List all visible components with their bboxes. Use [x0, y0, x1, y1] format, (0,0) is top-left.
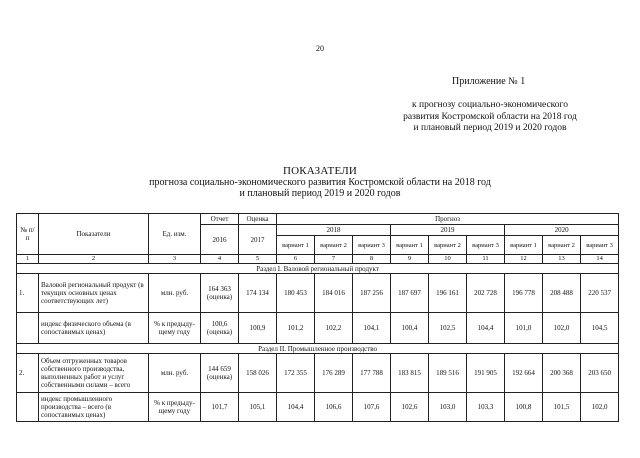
section-row	[17, 264, 619, 274]
value-cell: 191 905	[467, 354, 505, 393]
variant-cell: вариант 2	[543, 236, 581, 255]
value-cell: 101,2	[277, 313, 315, 344]
value-cell: 102,2	[315, 313, 353, 344]
header-report: Отчет	[201, 214, 239, 225]
value-cell: 177 788	[353, 354, 391, 393]
value-cell: 187 256	[353, 274, 391, 313]
value-cell: 104,1	[353, 313, 391, 344]
value-cell: 192 664	[505, 354, 543, 393]
estimate-cell: 105,1	[239, 393, 277, 422]
report-cell: 164 363 (оценка)	[201, 274, 239, 313]
indicator-name: Объем отгруженных товаров собственного производства, выполненных работ и услуг собственными силами – всего	[39, 354, 149, 393]
value-cell: 100,4	[391, 313, 429, 344]
col-number: 1	[17, 255, 39, 264]
unit-cell: млн. руб.	[149, 274, 201, 313]
value-cell: 104,5	[581, 313, 619, 344]
header-year-2019: 2019	[391, 225, 505, 236]
variant-cell: вариант 1	[277, 236, 315, 255]
value-cell: 196 161	[429, 274, 467, 313]
header-year-2017: 2017	[239, 225, 277, 255]
value-cell: 187 697	[391, 274, 429, 313]
col-number: 9	[391, 255, 429, 264]
col-number: 10	[429, 255, 467, 264]
header-year-2020: 2020	[505, 225, 619, 236]
indicator-name: индекс промышленного производства – всего (в сопоставимых ценах)	[39, 393, 149, 422]
header-no: № п/п	[17, 214, 39, 255]
heading-title: ПОКАЗАТЕЛИ	[282, 165, 358, 177]
col-number: 3	[149, 255, 201, 264]
col-number: 2	[39, 255, 149, 264]
variant-cell: вариант 2	[429, 236, 467, 255]
value-cell: 103,0	[429, 393, 467, 422]
value-cell: 203 650	[581, 354, 619, 393]
value-cell: 196 778	[505, 274, 543, 313]
variant-cell: вариант 1	[391, 236, 429, 255]
annex-title: Приложение № 1	[452, 76, 526, 87]
value-cell: 183 815	[391, 354, 429, 393]
col-number: 11	[467, 255, 505, 264]
unit-cell: % к предыду-щему году	[149, 393, 201, 422]
document-heading	[0, 166, 640, 199]
variant-cell: вариант 3	[353, 236, 391, 255]
annex-line-3: и плановый период 2019 и 2020 годов	[413, 123, 567, 133]
value-cell: 103,3	[467, 393, 505, 422]
value-cell: 184 016	[315, 274, 353, 313]
value-cell: 100,8	[505, 393, 543, 422]
header-year-2018: 2018	[277, 225, 391, 236]
row-number: 2.	[17, 354, 39, 393]
table-row	[17, 393, 619, 422]
column-numbers-row	[17, 255, 619, 264]
row-number: 1.	[17, 274, 39, 313]
variant-cell: вариант 3	[467, 236, 505, 255]
header-unit: Ед. изм.	[149, 214, 201, 255]
col-number: 7	[315, 255, 353, 264]
value-cell: 176 289	[315, 354, 353, 393]
value-cell: 104,4	[467, 313, 505, 344]
heading-line-2: и плановый период 2019 и 2020 годов	[239, 188, 401, 199]
value-cell: 202 728	[467, 274, 505, 313]
value-cell: 102,5	[429, 313, 467, 344]
indicator-name: индекс физического объема (в сопоставимых ценах)	[39, 313, 149, 344]
header-indicators: Показатели	[39, 214, 149, 255]
col-number: 12	[505, 255, 543, 264]
unit-cell: % к предыду-щему году	[149, 313, 201, 344]
section-2-title: Раздел II. Промышленное производство	[17, 344, 619, 354]
table-row	[17, 354, 619, 393]
header-row-1	[17, 214, 619, 225]
estimate-cell: 174 134	[239, 274, 277, 313]
unit-cell: млн. руб.	[149, 354, 201, 393]
value-cell: 220 537	[581, 274, 619, 313]
value-cell: 102,6	[391, 393, 429, 422]
variant-cell: вариант 2	[315, 236, 353, 255]
value-cell: 101,0	[505, 313, 543, 344]
value-cell: 107,6	[353, 393, 391, 422]
col-number: 5	[239, 255, 277, 264]
page-number: 20	[316, 44, 324, 53]
report-cell: 101,7	[201, 393, 239, 422]
estimate-cell: 100,9	[239, 313, 277, 344]
col-number: 14	[581, 255, 619, 264]
value-cell: 104,4	[277, 393, 315, 422]
header-forecast: Прогноз	[277, 214, 619, 225]
annex-line-1: к прогнозу социально-экономического	[412, 100, 568, 110]
col-number: 13	[543, 255, 581, 264]
value-cell: 208 488	[543, 274, 581, 313]
header-estimate: Оценка	[239, 214, 277, 225]
value-cell: 102,0	[581, 393, 619, 422]
annex-subtitle	[380, 100, 600, 135]
col-number: 6	[277, 255, 315, 264]
value-cell: 101,5	[543, 393, 581, 422]
annex-line-2: развития Костромской области на 2018 год	[403, 111, 577, 122]
estimate-cell: 158 026	[239, 354, 277, 393]
value-cell: 172 355	[277, 354, 315, 393]
heading-line-1: прогноза социально-экономического развития Костромской области на 2018 год	[149, 177, 491, 188]
row-number	[17, 393, 39, 422]
variant-cell: вариант 3	[581, 236, 619, 255]
table-row	[17, 274, 619, 313]
variant-cell: вариант 1	[505, 236, 543, 255]
section-row	[17, 344, 619, 354]
row-number	[17, 313, 39, 344]
col-number: 8	[353, 255, 391, 264]
value-cell: 180 453	[277, 274, 315, 313]
report-cell: 144 659 (оценка)	[201, 354, 239, 393]
section-1-title: Раздел I. Валовой региональный продукт	[17, 264, 619, 274]
col-number: 4	[201, 255, 239, 264]
value-cell: 102,0	[543, 313, 581, 344]
indicator-name: Валовой региональный продукт (в текущих основных ценах соответствующих лет)	[39, 274, 149, 313]
header-year-2016: 2016	[201, 225, 239, 255]
value-cell: 189 516	[429, 354, 467, 393]
indicators-table	[16, 213, 619, 422]
value-cell: 106,6	[315, 393, 353, 422]
table-row	[17, 313, 619, 344]
report-cell: 100,6 (оценка)	[201, 313, 239, 344]
value-cell: 200 368	[543, 354, 581, 393]
